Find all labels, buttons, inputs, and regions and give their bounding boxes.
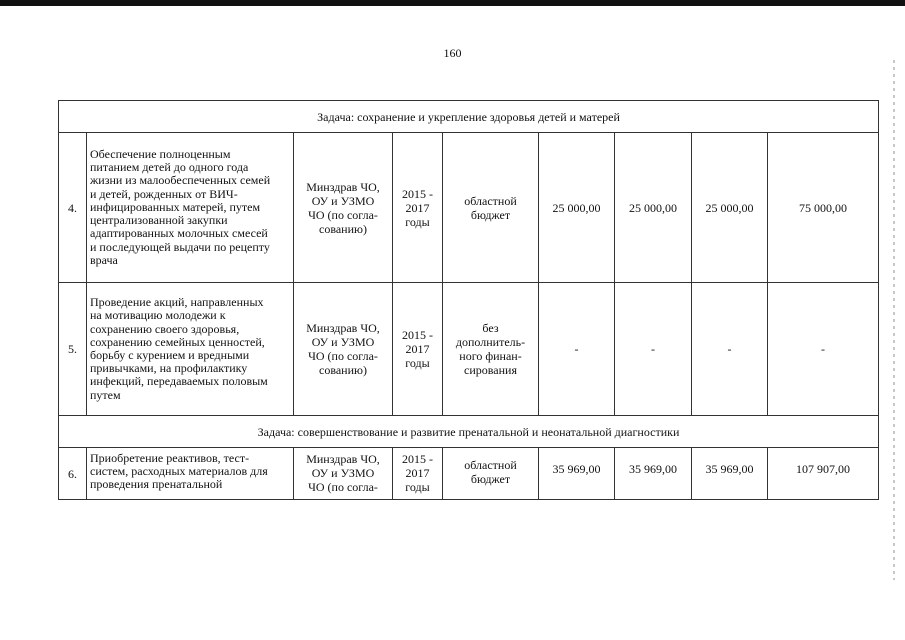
row-number: 5. (59, 283, 87, 416)
amount-year-3: - (692, 283, 768, 416)
amount-total: 75 000,00 (768, 133, 879, 283)
table-row (59, 283, 879, 416)
amount-year-3: 35 969,00 (692, 448, 768, 500)
program-measures-table (58, 100, 879, 500)
amount-year-1: 35 969,00 (539, 448, 615, 500)
amount-year-2: 25 000,00 (615, 133, 692, 283)
scan-edge-artifact (893, 60, 895, 580)
executor: Минздрав ЧО, ОУ и УЗМО ЧО (по согла- (294, 448, 393, 500)
task-row (59, 416, 879, 448)
measure-description: Проведение акций, направленных на мотивацию молодежи к сохранению своего здоровья, сохранению семейных ценностей, борьбу с курением и вредными привычками, на профилактику инфекций, передаваемых половым путем (87, 283, 294, 416)
row-number: 4. (59, 133, 87, 283)
amount-total: - (768, 283, 879, 416)
task-heading: Задача: сохранение и укрепление здоровья детей и матерей (59, 101, 879, 133)
amount-year-1: - (539, 283, 615, 416)
table-row (59, 133, 879, 283)
table-row (59, 448, 879, 500)
period: 2015 - 2017 годы (393, 448, 443, 500)
task-row (59, 101, 879, 133)
task-heading: Задача: совершенствование и развитие пренатальной и неонатальной диагностики (59, 416, 879, 448)
period: 2015 - 2017 годы (393, 283, 443, 416)
executor: Минздрав ЧО, ОУ и УЗМО ЧО (по согла- сованию) (294, 133, 393, 283)
measure-description: Обеспечение полноценным питанием детей до одного года жизни из малообеспеченных семей и детей, рожденных от ВИЧ- инфицированных матерей, путем централизованной закупки адаптированных молочных смесей и последующей выдачи по рецепту врача (87, 133, 294, 283)
amount-year-1: 25 000,00 (539, 133, 615, 283)
amount-total: 107 907,00 (768, 448, 879, 500)
page-number: 160 (443, 46, 462, 60)
amount-year-2: - (615, 283, 692, 416)
funding-source: без дополнитель- ного финан- сирования (443, 283, 539, 416)
executor: Минздрав ЧО, ОУ и УЗМО ЧО (по согла- сованию) (294, 283, 393, 416)
measure-description: Приобретение реактивов, тест- систем, расходных материалов для проведения пренатальной (87, 448, 294, 500)
funding-source: областной бюджет (443, 448, 539, 500)
row-number: 6. (59, 448, 87, 500)
funding-source: областной бюджет (443, 133, 539, 283)
period: 2015 - 2017 годы (393, 133, 443, 283)
amount-year-2: 35 969,00 (615, 448, 692, 500)
amount-year-3: 25 000,00 (692, 133, 768, 283)
scan-top-border (0, 0, 905, 6)
